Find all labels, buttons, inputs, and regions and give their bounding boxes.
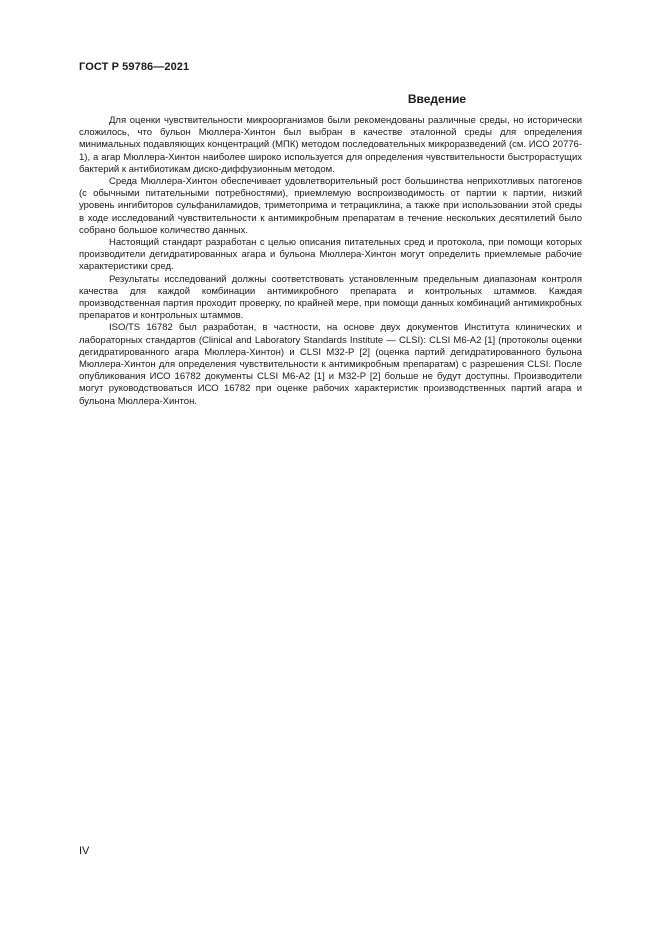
paragraph: ISO/TS 16782 был разработан, в частности, на основе двух документов Института клинических и лабораторных стандартов (Clinical and Laboratory Standards Institute — CLSI): CLSI M6-A2 [1] (протоколы оценки дегидратированного агара Мюллера-Хинтон) и CLSI M32-P [2] (оценка партий дегидратированного бульона Мюллера-Хинтон для определения чувствительности к антимикробным препаратам) с разрешения CLSI. После опубликования ИСО 16782 документы CLSI M6-A2 [1] и M32-P [2] больше не будут доступны. Производители могут руководствоваться ИСО 16782 при оценке рабочих характеристик производственных партий агара и бульона Мюллера-Хинтон. — [79, 322, 582, 407]
paragraph: Результаты исследований должны соответствовать установленным предельным диапазонам контроля качества для каждой комбинации антимикробного препарата и контрольных штаммов. Каждая производственная партия проходит проверку, по крайней мере, при помощи данных комбинаций антимикробных препаратов и контрольных штаммов. — [79, 273, 582, 322]
paragraph: Для оценки чувствительности микроорганизмов были рекомендованы различные среды, но исторически сложилось, что бульон Мюллера-Хинтон был выбран в качестве эталонной среды для определения минимальных подавляющих концентраций (МПК) методом последовательных микроразведений (см. ИСО 20776-1), а агар Мюллера-Хинтон наиболее широко используется для определения чувствительности быстрорастущих бактерий к антибиотикам диско-диффузионным методом. — [79, 115, 582, 175]
section-title: Введение — [407, 92, 466, 106]
document-header-standard-id: ГОСТ Р 59786—2021 — [79, 61, 190, 73]
section-title-wrapper — [79, 92, 582, 106]
paragraph: Среда Мюллера-Хинтон обеспечивает удовлетворительный рост большинства неприхотливых патогенов (с обычными питательными потребностями), приемлемую воспроизводимость от партии к партии, низкий уровень ингибиторов сульфаниламидов, триметоприма и тетрациклина, а также при использовании этой среды в ходе исследований чувствительности к антимикробным препаратам в течение нескольких десятилетий было собрано большое количество данных. — [79, 176, 582, 236]
paragraph: Настоящий стандарт разработан с целью описания питательных сред и протокола, при помощи которых производители дегидратированных агара и бульона Мюллера-Хинтон могут определить приемлемые рабочие характеристики сред. — [79, 237, 582, 273]
section-body — [79, 115, 582, 408]
page-number: IV — [79, 845, 90, 857]
